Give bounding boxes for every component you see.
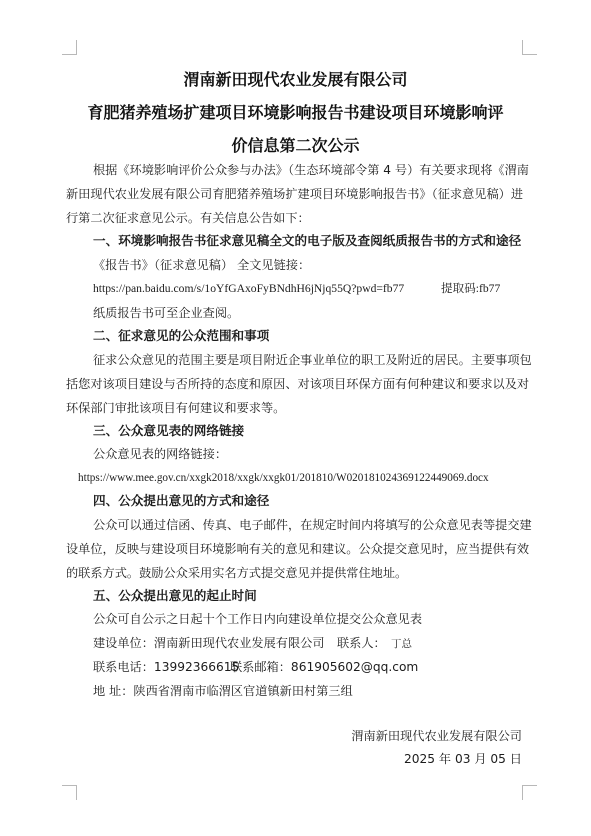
opinion-form-link[interactable]: https://www.mee.gov.cn/xxgk2018/xxgk/xxgk01/201810/W020181024369122449069.docx [78, 472, 489, 484]
section-text: 括您对该项目建设与否所持的态度和原因、对该项目环保方面有何种建议和要求以及对 [66, 377, 530, 391]
contact-phone: 联系电话：13992366615 [93, 660, 240, 674]
corner-mark [62, 785, 77, 800]
corner-mark [522, 785, 537, 800]
corner-mark [62, 40, 77, 55]
report-link-label: 《报告书》（征求意见稿） 全文见链接： [93, 258, 311, 272]
signature-date: 2025 年 03 月 05 日 [404, 752, 522, 766]
intro-line: 行第二次征求意见公示。有关信息公告如下： [66, 211, 310, 225]
intro-line: 新田现代农业发展有限公司育肥猪养殖场扩建项目环境影响报告书》（征求意见稿）进 [66, 187, 524, 201]
corner-mark [522, 40, 537, 55]
contact-label: 联系人： [337, 636, 386, 650]
section-text: 设单位，反映与建设项目环境影响有关的意见和建议。公众提交意见时，应当提供有效 [66, 542, 530, 556]
extraction-code: 提取码:fb77 [441, 282, 501, 295]
section-heading: 三、公众意见表的网络链接 [93, 423, 245, 438]
contact-address: 地 址：陕西省渭南市临渭区官道镇新田村第三组 [93, 684, 353, 698]
signature-company: 渭南新田现代农业发展有限公司 [351, 729, 522, 743]
title-company: 渭南新田现代农业发展有限公司 [183, 70, 408, 89]
section-text: 征求公众意见的范围主要是项目附近企事业单位的职工及附近的居民。主要事项包 [93, 353, 532, 367]
title-project: 育肥猪养殖场扩建项目环境影响报告书建设项目环境影响评 [87, 103, 504, 122]
intro-line: 根据《环境影响评价公众参与办法》（生态环境部令第 4 号）有关要求现将《渭南 [93, 163, 529, 177]
section-heading: 一、环境影响报告书征求意见稿全文的电子版及查阅纸质报告书的方式和途径 [93, 233, 522, 248]
section-text: 公众可以通过信函、传真、电子邮件，在规定时间内将填写的公众意见表等提交建 [93, 518, 532, 532]
construction-unit: 建设单位：渭南新田现代农业发展有限公司 [93, 636, 325, 650]
report-download-link[interactable]: https://pan.baidu.com/s/1oYfGAxoFyBNdhH6jNjq55Q?pwd=fb77 [93, 282, 405, 295]
section-heading: 二、征求意见的公众范围和事项 [93, 328, 270, 343]
section-heading: 五、公众提出意见的起止时间 [93, 588, 257, 603]
paper-report-note: 纸质报告书可至企业查阅。 [93, 306, 240, 320]
section-text: 的联系方式。鼓励公众采用实名方式提交意见并提供常住地址。 [66, 566, 408, 580]
contact-name: 丁总 [391, 638, 412, 650]
form-link-label: 公众意见表的网络链接： [93, 447, 228, 461]
section-heading: 四、公众提出意见的方式和途径 [93, 493, 270, 508]
section-text: 环保部门审批该项目有何建议和要求等。 [66, 401, 286, 415]
title-notice: 价信息第二次公示 [231, 136, 360, 155]
contact-email: 联系邮箱：861905602@qq.com [230, 660, 419, 674]
section-text: 公众可自公示之日起十个工作日内向建设单位提交公众意见表 [93, 612, 423, 626]
